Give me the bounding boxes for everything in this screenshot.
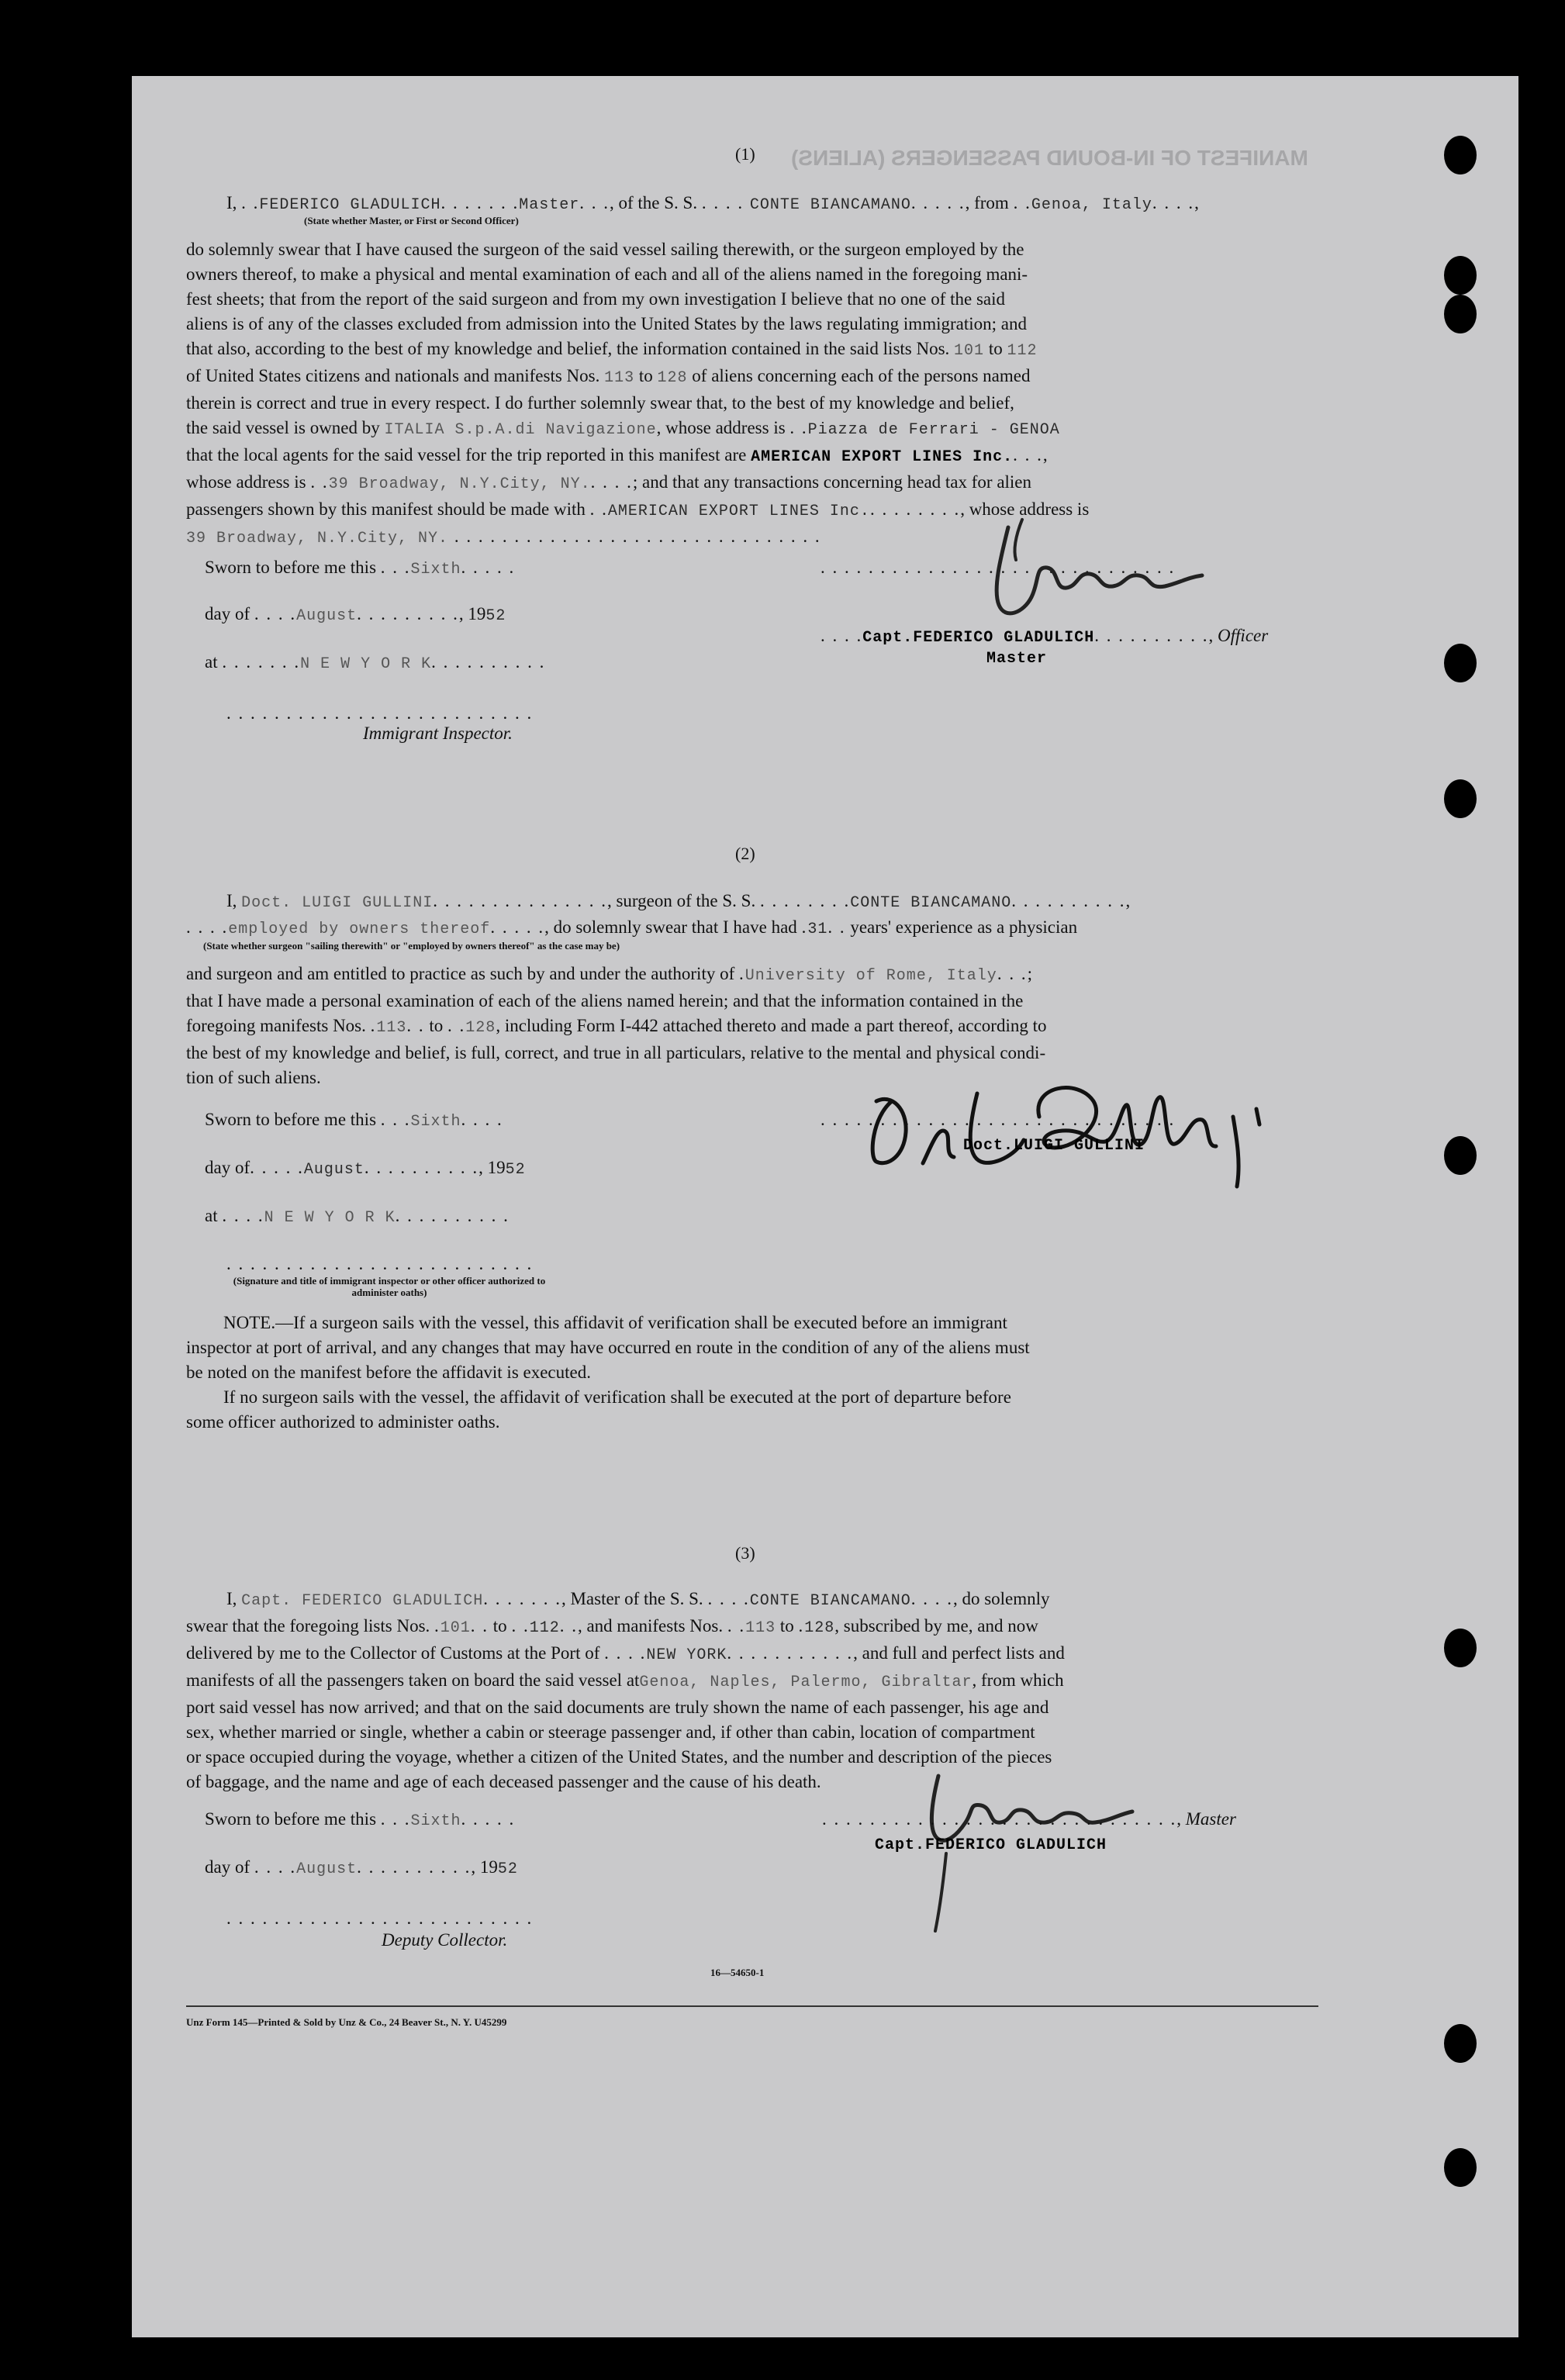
ports-of-call: Genoa, Naples, Palermo, Gibraltar <box>639 1674 973 1691</box>
inspector-label: Immigrant Inspector. <box>363 724 513 743</box>
section-3-master-name: Capt. FEDERICO GLADULICH <box>241 1592 484 1610</box>
section-2-oath: and surgeon and am entitled to practice as such by and under the authority of .University of Rome, Italy. . .; that I have made a personal examination of each of the aliens named herein; and that the information contained in the foregoing manifests Nos. .113. . to . .128, including Form I-442 attached thereto and made a part thereof, according to the best of my knowledge and belief, is full, correct, and true in all particulars, relative to the mental and physical condi- tion of such aliens. <box>186 964 1047 1087</box>
section-1-oath: do solemnly swear that I have caused the surgeon of the said vessel sailing therewith, or the surgeon employed by the owners thereof, to make a physical and mental examination of each and all of the aliens named in the foregoing mani- fest sheets; that from the report of the said surgeon and from my own investigation I believe that no one of the said aliens is of any of the classes excluded from admission into the United States by the laws regulating immigration; and that also, according to the best of my knowledge and belief, the information contained in the said lists Nos. 101 to 112 of United States citizens and nationals and manifests Nos. 113 to 128 of aliens concerning each of the persons named therein is correct and true in every respect. I do further solemnly swear that, to the best of my knowledge and belief, the said vessel is owned by ITALIA S.p.A.di Navigazione, whose address is . .Piazza de Ferrari - GENOA that the local agents for the said vessel for the trip reported in this manifest are AMERICAN EXPORT LINES Inc.. . ., whose address is . .39 Broadway, N.Y.City, NY.. . . .; and that any transactions concerning head tax for alien passengers shown by this manifest should be made with . .AMERICAN EXPORT LINES Inc.. . . . . . . ., whose address is 39 Broadway, N.Y.City, NY. . . . . . . . . . . . . . . . . . . . . . . . . . . . . . . . <box>186 240 1090 548</box>
section-2-at-line: at . . . .N E W Y O R K. . . . . . . . . . <box>205 1206 510 1227</box>
section-1-number: (1) <box>735 144 755 164</box>
master-name: FEDERICO GLADULICH <box>259 196 441 214</box>
printer-footer: Unz Form 145—Printed & Sold by Unz & Co., 24 Beaver St., N. Y. U45299 <box>186 2016 507 2028</box>
surgeon-signature-line: . . . . . . . . . . . . . . . . . . . . . . . . . . . . . . <box>821 1110 1176 1129</box>
binder-hole <box>1444 256 1477 295</box>
section-1-day-line: day of . . . .August. . . . . . . . ., 1952 <box>205 604 506 625</box>
bleed-through-heading: MANIFEST OF IN-BOUND PASSENGERS (ALIENS) <box>791 146 1308 170</box>
arrival-port: NEW YORK <box>646 1646 727 1664</box>
employment-note: (State whether surgeon "sailing therewith" or "employed by owners thereof" as the case may be) <box>203 940 620 952</box>
years-experience: 31 <box>807 921 828 938</box>
binder-hole <box>1444 1136 1477 1175</box>
section-1-sworn-line: Sworn to before me this . . .Sixth. . . . . <box>205 558 516 579</box>
collector-signature-line: . . . . . . . . . . . . . . . . . . . . . . . . . . <box>226 1908 534 1928</box>
binder-hole <box>1444 1629 1477 1667</box>
binder-hole <box>1444 644 1477 682</box>
local-agents: AMERICAN EXPORT LINES Inc. <box>751 448 1014 466</box>
surgeon-name: Doct. LUIGI GULLINI <box>241 894 434 912</box>
footer-divider <box>186 2005 1318 2007</box>
head-tax-address: 39 Broadway, N.Y.City, NY. <box>186 530 449 548</box>
surgeon-signature <box>845 1070 1280 1194</box>
binder-hole <box>1444 136 1477 174</box>
agents-address: 39 Broadway, N.Y.City, NY. <box>328 475 591 493</box>
section-1-intro-line: I, . .FEDERICO GLADULICH. . . . . . .Master. . ., of the S. S. . . . . CONTE BIANCAMANO. . . . ., from . .Genoa, Italy. . . ., <box>226 193 1199 214</box>
section-3-day-line: day of . . . .August. . . . . . . . . ., 1952 <box>205 1857 518 1878</box>
officer-signature-line: . . . . . . . . . . . . . . . . . . . . . . . . . . . . . . <box>821 558 1176 577</box>
inspector-signature-line: . . . . . . . . . . . . . . . . . . . . . . . . . . <box>226 703 534 723</box>
role-note: (State whether Master, or First or Second Officer) <box>304 215 519 226</box>
officer-typed-line: . . . .Capt.FEDERICO GLADULICH. . . . . . . . . ., Officer <box>821 626 1269 647</box>
section-3-sworn-line: Sworn to before me this . . .Sixth. . . . . <box>205 1809 516 1830</box>
section-3-oath: I, Capt. FEDERICO GLADULICH. . . . . . ., Master of the S. S. . . . .CONTE BIANCAMANO. . . ., do solemnly swear that the foregoing lists Nos. .101. . to . .112. ., and manifests Nos. . .113 to .128, subscribed by me, and now delivered by me to the Collector of Customs at the Port of . . . .NEW YORK. . . . . . . . . . ., and full and perfect lists and manifests of all the passengers taken on board the said vessel atGenoa, Naples, Palermo, Gibraltar, from which port said vessel has now arrived; and that on the said documents are truly shown the name of each passenger, his age and sex, whether married or single, whether a cabin or steerage passenger and, if other than cabin, location of compartment or space occupied during the voyage, whether a citizen of the United States, and the number and description of the pieces of baggage, and the name and age of each deceased passenger and the cause of his death. <box>186 1589 1065 1791</box>
departure-port: Genoa, Italy <box>1031 196 1152 214</box>
binder-hole <box>1444 295 1477 333</box>
ship-name: CONTE BIANCAMANO <box>749 196 911 214</box>
section-3-number: (3) <box>735 1543 755 1563</box>
section-2-number: (2) <box>735 844 755 863</box>
section-2-day-line: day of. . . . .August. . . . . . . . . ., 1952 <box>205 1158 526 1179</box>
binder-hole <box>1444 779 1477 818</box>
section-2-employment-line: . . . .employed by owners thereof. . . . ., do solemnly swear that I have had .31. . years' experience as a physician <box>186 917 1078 938</box>
section-3-typed-signer: Capt.FEDERICO GLADULICH <box>875 1836 1107 1854</box>
master-signature-1 <box>962 512 1241 628</box>
surgeon-typed-name: Doct.LUIGI GULLINI <box>963 1137 1145 1155</box>
section-2-intro-line: I, Doct. LUIGI GULLINI. . . . . . . . . . . . . . ., surgeon of the S. S. . . . . . . . .CONTE BIANCAMANO. . . . . . . . . ., <box>226 891 1131 912</box>
head-tax-agent: AMERICAN EXPORT LINES Inc. <box>607 503 870 520</box>
surgeon-employment: employed by owners thereof <box>228 921 491 938</box>
section-2-note: NOTE.—If a surgeon sails with the vessel, this affidavit of verification shall be executed before an immigrant inspector at port of arrival, and any changes that may have occurred en route in the condition of any of the aliens must be noted on the manifest before the affidavit is executed. If no surgeon sails with the vessel, the affidavit of verification shall be executed at the port of departure before some officer authorized to administer oaths. <box>186 1313 1030 1432</box>
vessel-owner: ITALIA S.p.A.di Navigazione <box>384 421 657 439</box>
section-2-sworn-line: Sworn to before me this . . .Sixth. . . . <box>205 1110 503 1131</box>
section-3-master-line: . . . . . . . . . . . . . . . . . . . . . . . . . . . . . ., Master <box>822 1809 1236 1829</box>
collector-label: Deputy Collector. <box>382 1930 508 1950</box>
section-2-sig-note: (Signature and title of immigrant inspector or other officer authorized to administer oaths) <box>233 1275 546 1298</box>
licensing-authority: University of Rome, Italy <box>744 967 997 985</box>
section-2-signature-line: . . . . . . . . . . . . . . . . . . . . . . . . . . <box>226 1254 534 1273</box>
owner-address: Piazza de Ferrari - GENOA <box>807 421 1060 439</box>
officer-typed-title: Master <box>986 650 1048 668</box>
section-1-at-line: at . . . . . . .N E W Y O R K. . . . . . . . . . <box>205 652 546 673</box>
binder-hole <box>1444 2024 1477 2063</box>
form-code: 16—54650-1 <box>710 1967 765 1978</box>
master-role: Master <box>519 196 580 214</box>
binder-hole <box>1444 2148 1477 2187</box>
